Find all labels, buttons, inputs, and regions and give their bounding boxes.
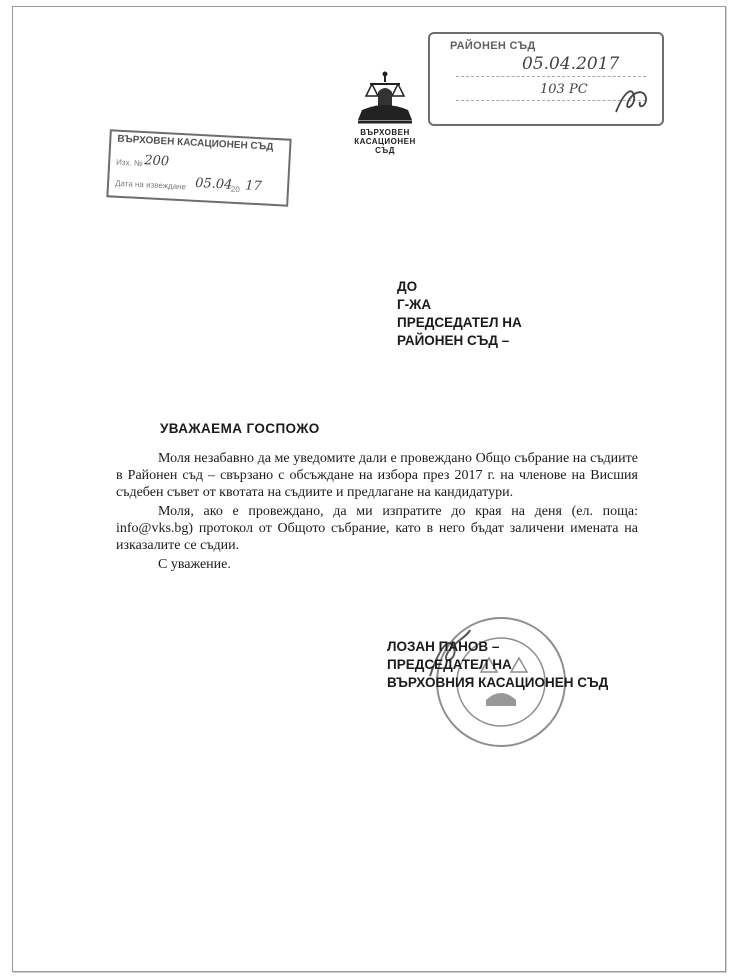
registration-date-value: 05.04 — [194, 175, 233, 193]
addressee-block — [397, 278, 522, 350]
registration-date-label: Дата на извеждане — [114, 178, 187, 192]
stamp-line — [456, 76, 646, 77]
addressee-line-2: Г-ЖА — [397, 297, 432, 312]
addressee-line-4: РАЙОНЕН СЪД – — [397, 333, 510, 348]
incoming-stamp-title: РАЙОНЕН СЪД — [450, 40, 536, 52]
signatory-name: ЛОЗАН ПАНОВ – — [387, 639, 500, 654]
court-emblem — [340, 70, 430, 180]
scales-of-justice-icon — [350, 70, 420, 128]
emblem-line-2: КАСАЦИОНЕН — [354, 137, 416, 146]
body-paragraph-1: Моля незабавно да ме уведомите дали е провеждано Общо събрание на съдиите в Районен съд – свързано с обсъждане на избора през 2017 г. на членове на Висшия съдебен съвет от квотата на съдиите и предлагане на кандидатури. — [116, 451, 638, 500]
registration-number-label: Изх. № — [115, 157, 143, 169]
signatory-title-1: ПРЕДСЕДАТЕЛ НА — [387, 657, 512, 672]
registration-year-prefix: 20 — [230, 184, 241, 195]
registration-stamp — [106, 129, 291, 206]
registration-stamp-title: ВЪРХОВЕН КАСАЦИОНЕН СЪД — [117, 133, 274, 153]
registration-number-value: 200 — [143, 153, 170, 170]
signatory-title-2: ВЪРХОВНИЯ КАСАЦИОНЕН СЪД — [387, 675, 609, 690]
salutation: УВАЖАЕМА ГОСПОЖО — [160, 421, 320, 436]
signature-block — [387, 638, 608, 692]
incoming-date: 05.04.2017 — [522, 54, 620, 74]
body-closing: С уважение. — [158, 557, 231, 572]
addressee-line-3: ПРЕДСЕДАТЕЛ НА — [397, 315, 522, 330]
registration-year-value: 17 — [244, 178, 263, 195]
addressee-line-1: ДО — [397, 279, 418, 294]
initials-scribble-icon — [610, 82, 650, 118]
letter-body — [116, 450, 638, 575]
body-paragraph-2: Моля, ако е провеждано, да ми изпратите до края на деня (ел. поща: info@vks.bg) протокол от Общото събрание, като в него бъдат заличени имената на изказалите се съдии. — [116, 504, 638, 553]
incoming-stamp — [428, 32, 664, 126]
emblem-line-1: ВЪРХОВЕН — [360, 128, 410, 137]
incoming-number: 103 РС — [540, 82, 588, 97]
emblem-line-3: СЪД — [375, 146, 395, 155]
